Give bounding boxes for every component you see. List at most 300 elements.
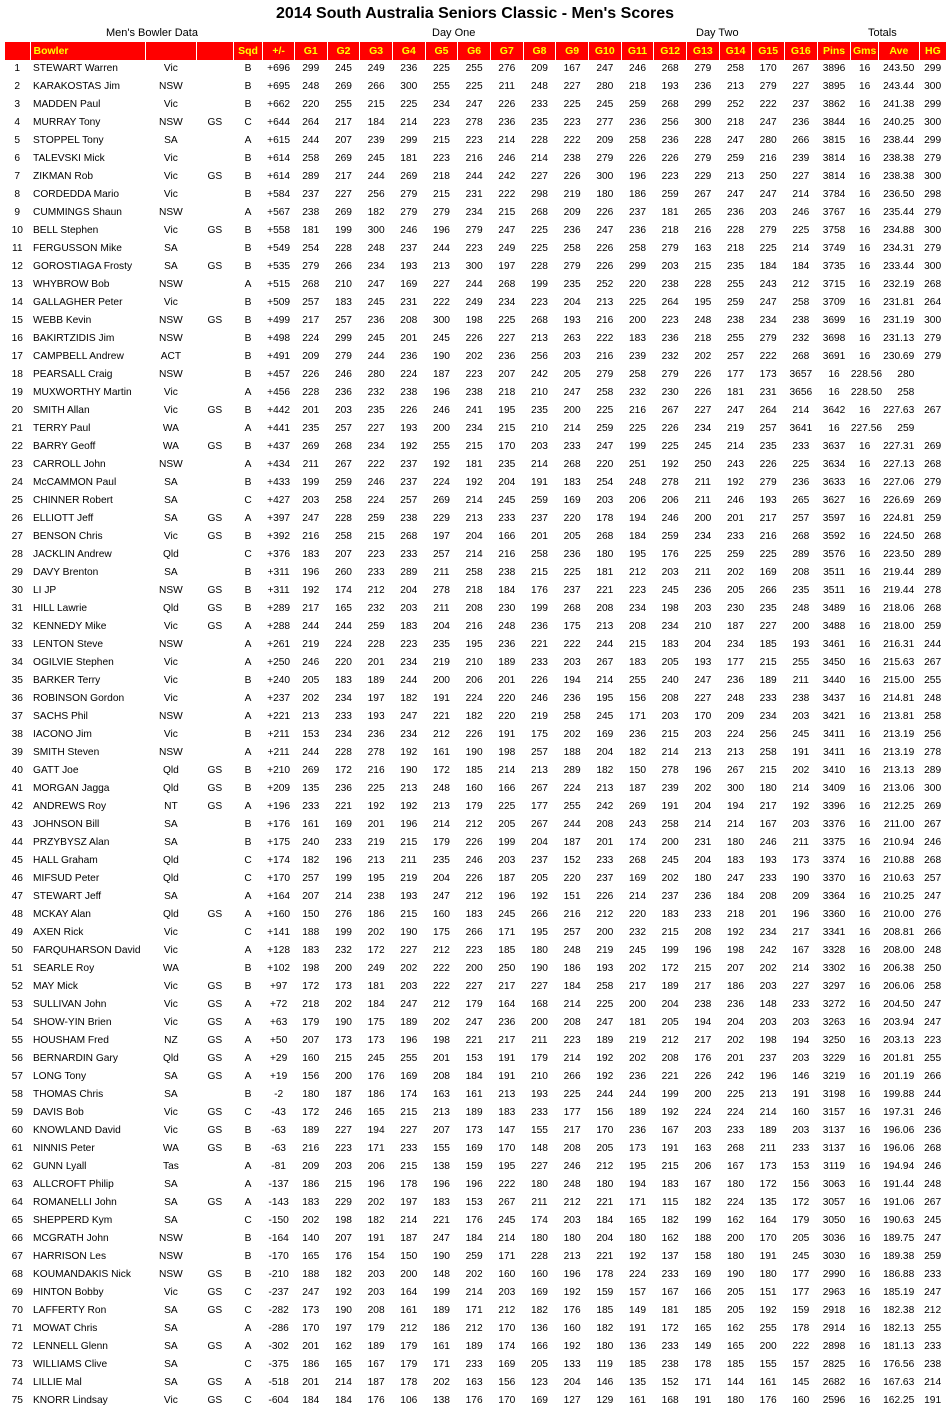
cell-g1: 226 [302, 369, 320, 380]
cell-g4: 236 [400, 63, 418, 74]
cell-pins: 3328 [822, 945, 846, 956]
cell-g12: 167 [661, 1287, 679, 1298]
cell-g10: 159 [596, 1287, 614, 1298]
cell-g5: 223 [432, 153, 450, 164]
cell-g10: 226 [596, 891, 614, 902]
cell-g1: 235 [302, 423, 320, 434]
cell-g15: 216 [759, 531, 777, 542]
cell-g2: 183 [334, 297, 352, 308]
cell-g15: 233 [759, 693, 777, 704]
cell-g6: 213 [465, 513, 483, 524]
cell-g8: 199 [530, 279, 548, 290]
cell-g3: 171 [367, 1143, 385, 1154]
cell-g11: 171 [628, 1197, 646, 1208]
cell-g11: 195 [628, 1161, 646, 1172]
cell-squad: C [244, 1395, 252, 1406]
cell-g14: 200 [727, 1233, 744, 1244]
cell-pins: 3896 [822, 63, 846, 74]
cell-g3: 234 [367, 261, 385, 272]
table-row [5, 798, 947, 816]
cell-g16: 268 [792, 351, 810, 362]
cell-g8: 190 [530, 963, 548, 974]
table-row [5, 564, 947, 582]
cell-g14: 218 [727, 909, 744, 920]
cell-games: 16 [858, 783, 871, 794]
cell-g4: 214 [400, 1215, 418, 1226]
cell-games: 16 [858, 657, 871, 668]
cell-high-game: 268 [924, 279, 942, 290]
cell-pins: 3250 [822, 1035, 846, 1046]
cell-g1: 196 [302, 567, 320, 578]
cell-gs [196, 78, 233, 96]
cell-g4: 196 [400, 1035, 418, 1046]
cell-plus-minus: -137 [268, 1179, 289, 1190]
cell-high-game: 300 [924, 225, 942, 236]
cell-g12: 268 [661, 99, 679, 110]
cell-games: 228.56 [850, 369, 883, 380]
cell-g10: 259 [596, 423, 614, 434]
cell-plus-minus: +584 [267, 189, 291, 200]
cell-plus-minus: +141 [267, 927, 291, 938]
cell-g8: 169 [530, 1287, 548, 1298]
cell-g5: 212 [432, 729, 450, 740]
cell-g9: 200 [563, 405, 581, 416]
cell-g2: 233 [334, 711, 352, 722]
cell-g7: 234 [498, 297, 516, 308]
cell-g4: 227 [400, 1125, 418, 1136]
cell-g6: 223 [465, 369, 483, 380]
cell-g7: 236 [498, 639, 516, 650]
cell-g5: 213 [432, 261, 450, 272]
cell-g14: 180 [727, 837, 744, 848]
cell-gs [196, 690, 233, 708]
cell-g12: 230 [661, 387, 679, 398]
cell-pins: 3815 [822, 135, 846, 146]
cell-g4: 269 [400, 171, 418, 182]
cell-squad: B [244, 585, 252, 596]
cell-plus-minus: +442 [267, 405, 291, 416]
cell-plus-minus: +441 [267, 423, 291, 434]
cell-bowler: CARROLL John [33, 459, 106, 470]
cell-gs [196, 960, 233, 978]
cell-squad: B [244, 603, 252, 614]
cell-g12: 259 [661, 531, 679, 542]
cell-high-game: 269 [924, 801, 942, 812]
cell-high-game: 267 [924, 657, 942, 668]
cell-g16: 258 [792, 297, 810, 308]
cell-g14: 224 [727, 729, 744, 740]
cell-gs: GS [207, 513, 223, 524]
cell-bowler: ZIKMAN Rob [33, 171, 94, 182]
cell-g1: 201 [302, 1341, 320, 1352]
cell-pins: 3198 [822, 1089, 846, 1100]
cell-bowler: BARRY Geoff [33, 441, 96, 452]
cell-g10: 204 [596, 747, 614, 758]
cell-g13: 226 [694, 369, 712, 380]
cell-g4: 226 [400, 405, 418, 416]
cell-g4: 178 [400, 1377, 418, 1388]
cell-g13: 224 [694, 1107, 712, 1118]
cell-g8: 298 [530, 189, 548, 200]
table-row [5, 762, 947, 780]
cell-bowler: LONG Tony [33, 1071, 87, 1082]
cell-average: 224.50 [883, 531, 915, 542]
cell-g15: 191 [759, 1251, 777, 1262]
cell-g8: 242 [530, 369, 548, 380]
cell-g10: 254 [596, 477, 614, 488]
cell-plus-minus: -210 [268, 1269, 289, 1280]
cell-g9: 236 [563, 549, 581, 560]
cell-g1: 179 [302, 1017, 320, 1028]
cell-g6: 259 [465, 1251, 483, 1262]
cell-g8: 233 [530, 99, 548, 110]
cell-high-game: 247 [924, 891, 942, 902]
cell-g1: 207 [302, 1035, 320, 1046]
cell-g6: 234 [465, 207, 483, 218]
cell-g4: 189 [400, 1017, 418, 1028]
cell-g1: 268 [302, 279, 320, 290]
cell-high-game: 247 [924, 999, 942, 1010]
cell-squad: A [244, 891, 252, 902]
cell-g1: 220 [302, 99, 320, 110]
cell-g15: 172 [759, 1179, 777, 1190]
cell-average: 215.63 [883, 657, 915, 668]
cell-pins: 3119 [823, 1161, 845, 1172]
cell-average: 206.38 [883, 963, 915, 974]
cell-g2: 223 [334, 1143, 352, 1154]
cell-pins: 3263 [822, 1017, 846, 1028]
cell-high-game: 259 [924, 1251, 942, 1262]
cell-g1: 299 [302, 63, 320, 74]
cell-state: WA [162, 441, 179, 452]
header-squad: Sqd [233, 42, 263, 60]
cell-g1: 201 [302, 405, 320, 416]
table-row [5, 780, 947, 798]
cell-squad: B [244, 189, 252, 200]
cell-g15: 246 [759, 837, 777, 848]
cell-g9: 223 [563, 117, 581, 128]
cell-g6: 189 [465, 1341, 483, 1352]
cell-plus-minus: +63 [269, 1017, 288, 1028]
cell-g11: 191 [628, 1323, 646, 1334]
cell-rank: 15 [11, 315, 23, 326]
cell-g12: 199 [661, 945, 679, 956]
cell-average: 182.38 [883, 1305, 915, 1316]
cell-g9: 208 [563, 1143, 581, 1154]
cell-g16: 245 [792, 729, 810, 740]
cell-bowler: LILLIE Mal [33, 1377, 82, 1388]
cell-g14: 218 [727, 243, 744, 254]
cell-g14: 162 [727, 1215, 744, 1226]
cell-gs [196, 96, 233, 114]
cell-g5: 219 [432, 657, 450, 668]
cell-rank: 58 [11, 1089, 23, 1100]
cell-high-game: 236 [924, 1125, 942, 1136]
cell-plus-minus: +250 [267, 657, 291, 668]
cell-g14: 259 [727, 549, 744, 560]
cell-high-game: 279 [924, 477, 942, 488]
cell-g7: 203 [498, 855, 516, 866]
cell-pins: 3758 [822, 225, 846, 236]
cell-g10: 226 [596, 207, 614, 218]
cell-g14: 162 [727, 1323, 744, 1334]
cell-g2: 174 [334, 585, 352, 596]
cell-gs: GS [207, 225, 223, 236]
cell-rank: 57 [11, 1071, 23, 1082]
header-g8: G8 [523, 42, 556, 60]
cell-g15: 170 [759, 63, 777, 74]
cell-g11: 212 [628, 567, 646, 578]
table-body [5, 60, 947, 1410]
cell-g7: 195 [498, 1161, 516, 1172]
cell-games: 16 [858, 153, 871, 164]
cell-pins: 2898 [822, 1341, 846, 1352]
cell-g3: 184 [367, 117, 385, 128]
cell-g5: 208 [432, 1071, 450, 1082]
cell-g15: 151 [759, 1287, 777, 1298]
cell-squad: B [244, 765, 252, 776]
cell-high-game [919, 420, 946, 438]
cell-g15: 211 [760, 1143, 777, 1154]
cell-g6: 214 [465, 549, 483, 560]
cell-bowler: HALL Graham [33, 855, 98, 866]
cell-average: 238.38 [883, 153, 915, 164]
table-row [5, 402, 947, 420]
cell-g12: 245 [661, 855, 679, 866]
table-row [5, 1248, 947, 1266]
cell-g1: 172 [302, 1107, 320, 1118]
cell-g3: 215 [367, 531, 385, 542]
cell-g7: 147 [498, 1125, 516, 1136]
cell-g2: 199 [334, 873, 352, 884]
cell-high-game: 299 [924, 63, 942, 74]
cell-g2: 267 [334, 459, 352, 470]
cell-average: 236.50 [883, 189, 915, 200]
header-rank [5, 42, 31, 60]
cell-g3: 213 [367, 855, 385, 866]
cell-g10: 209 [596, 135, 614, 146]
cell-g14: 247 [727, 405, 744, 416]
cell-g5: 215 [432, 135, 450, 146]
cell-games: 16 [858, 729, 871, 740]
header-g10: G10 [588, 42, 621, 60]
cell-g12: 167 [661, 1125, 679, 1136]
cell-g8: 210 [530, 423, 548, 434]
cell-g5: 175 [432, 927, 450, 938]
cell-g8: 180 [530, 1179, 548, 1190]
cell-g4: 279 [400, 207, 418, 218]
cell-g15: 200 [759, 1341, 777, 1352]
cell-g11: 237 [628, 207, 646, 218]
cell-state: Vic [163, 63, 178, 74]
cell-g10: 192 [596, 1071, 614, 1082]
cell-g1: 184 [302, 1395, 320, 1406]
cell-g4: 238 [400, 513, 418, 524]
cell-bowler: TERRY Paul [33, 423, 91, 434]
cell-g15: 234 [759, 315, 777, 326]
cell-rank: 47 [11, 891, 23, 902]
cell-g6: 173 [465, 1125, 483, 1136]
cell-pins: 3063 [822, 1179, 846, 1190]
cell-g5: 235 [432, 639, 450, 650]
cell-gs [196, 852, 233, 870]
cell-g7: 225 [498, 801, 516, 812]
cell-squad: B [244, 63, 252, 74]
cell-g16: 211 [792, 837, 809, 848]
cell-squad: A [244, 1377, 252, 1388]
cell-g6: 241 [465, 405, 483, 416]
cell-g16: 236 [792, 477, 810, 488]
cell-gs [196, 1086, 233, 1104]
cell-g3: 179 [367, 1323, 385, 1334]
cell-g15: 237 [759, 1053, 777, 1064]
cell-gs: GS [207, 1107, 223, 1118]
cell-g8: 225 [530, 243, 548, 254]
cell-state: Vic [163, 1287, 178, 1298]
cell-g11: 156 [628, 693, 646, 704]
cell-g4: 204 [400, 585, 418, 596]
cell-g7: 183 [498, 1107, 516, 1118]
cell-g16: 233 [792, 1143, 810, 1154]
cell-plus-minus: +434 [267, 459, 291, 470]
cell-g16: 200 [792, 621, 810, 632]
cell-g16: 238 [792, 693, 810, 704]
cell-plus-minus: -164 [268, 1233, 289, 1244]
cell-gs: GS [207, 1017, 223, 1028]
cell-g16: 159 [792, 1305, 810, 1316]
cell-g8: 235 [530, 117, 548, 128]
cell-state: WA [162, 423, 179, 434]
table-row [5, 1320, 947, 1338]
cell-g3: 219 [367, 837, 385, 848]
cell-g10: 279 [596, 369, 614, 380]
cell-g2: 200 [334, 963, 352, 974]
cell-g5: 192 [432, 459, 450, 470]
cell-squad: A [244, 657, 252, 668]
table-row [5, 258, 947, 276]
cell-bowler: KENNEDY Mike [33, 621, 107, 632]
cell-g10: 169 [596, 729, 614, 740]
cell-g2: 220 [334, 657, 352, 668]
cell-g14: 190 [727, 1269, 744, 1280]
cell-g9: 236 [563, 693, 581, 704]
cell-bowler: SMITH Steven [33, 747, 100, 758]
cell-plus-minus: -518 [268, 1377, 289, 1388]
cell-g7: 214 [498, 135, 516, 146]
cell-g3: 206 [367, 1161, 385, 1172]
cell-g16: 153 [792, 1161, 810, 1172]
cell-g5: 202 [432, 1377, 450, 1388]
cell-g14: 268 [727, 1143, 744, 1154]
cell-g9: 248 [563, 945, 581, 956]
cell-g6: 279 [465, 225, 483, 236]
cell-g1: 182 [302, 855, 320, 866]
cell-pins: 3627 [822, 495, 846, 506]
cell-g4: 193 [400, 261, 418, 272]
cell-pins: 3511 [823, 567, 845, 578]
cell-bowler: DAVIS Bob [33, 1107, 84, 1118]
cell-average: 191.44 [883, 1179, 915, 1190]
cell-rank: 23 [11, 459, 23, 470]
cell-high-game: 246 [924, 1161, 942, 1172]
cell-g13: 214 [694, 819, 712, 830]
cell-g10: 193 [596, 963, 614, 974]
cell-g8: 193 [530, 1089, 548, 1100]
cell-state: SA [164, 513, 178, 524]
cell-g2: 260 [334, 567, 352, 578]
cell-pins: 3691 [822, 351, 846, 362]
cell-gs [196, 1230, 233, 1248]
cell-bowler: HINTON Bobby [33, 1287, 104, 1298]
cell-g8: 226 [530, 675, 548, 686]
cell-g13: 217 [694, 981, 712, 992]
cell-rank: 69 [11, 1287, 23, 1298]
cell-g1: 264 [302, 117, 320, 128]
cell-g6: 179 [465, 801, 483, 812]
cell-rank: 64 [11, 1197, 23, 1208]
cell-g8: 203 [530, 441, 548, 452]
group-label-day-two: Day Two [696, 27, 739, 39]
cell-g15: 233 [759, 873, 777, 884]
cell-g15: 169 [759, 567, 777, 578]
cell-g10: 129 [596, 1395, 614, 1406]
cell-state: WA [162, 963, 179, 974]
cell-g7: 215 [498, 207, 516, 218]
cell-average: 214.81 [883, 693, 915, 704]
cell-g6: 185 [465, 765, 483, 776]
cell-g2: 228 [334, 243, 352, 254]
cell-g10: 258 [596, 387, 614, 398]
cell-state: Vic [163, 675, 178, 686]
cell-g16: 209 [792, 891, 810, 902]
cell-bowler: ANDREWS Roy [33, 801, 107, 812]
table-row [5, 1284, 947, 1302]
cell-g7: 164 [498, 999, 516, 1010]
cell-g7: 245 [498, 495, 516, 506]
cell-g6: 169 [465, 1143, 483, 1154]
cell-g8: 259 [530, 495, 548, 506]
cell-g12: 233 [661, 1341, 679, 1352]
cell-g12: 233 [661, 1269, 679, 1280]
cell-state: Vic [163, 1125, 178, 1136]
table-row [5, 1392, 947, 1410]
cell-g6: 182 [465, 711, 483, 722]
cell-gs: GS [207, 1035, 223, 1046]
column-group-labels [0, 25, 950, 41]
cell-g9: 192 [563, 1341, 581, 1352]
cell-gs [196, 816, 233, 834]
cell-squad: A [244, 1161, 252, 1172]
cell-g10: 184 [596, 1215, 614, 1226]
cell-g3: 236 [367, 729, 385, 740]
cell-gs: GS [207, 315, 223, 326]
cell-g8: 267 [530, 819, 548, 830]
cell-g11: 251 [628, 459, 646, 470]
cell-average: 203.94 [883, 1017, 915, 1028]
cell-pins: 3409 [822, 783, 846, 794]
cell-state: SA [164, 819, 178, 830]
cell-average: 227.06 [883, 477, 915, 488]
cell-g9: 219 [563, 189, 581, 200]
cell-g3: 232 [367, 387, 385, 398]
cell-g7: 242 [498, 171, 516, 182]
cell-g1: 192 [302, 585, 320, 596]
cell-g16: 257 [792, 513, 810, 524]
cell-pins: 3576 [822, 549, 846, 560]
cell-g9: 214 [563, 423, 581, 434]
cell-g11: 174 [628, 837, 646, 848]
cell-bowler: HARRISON Les [33, 1251, 107, 1262]
